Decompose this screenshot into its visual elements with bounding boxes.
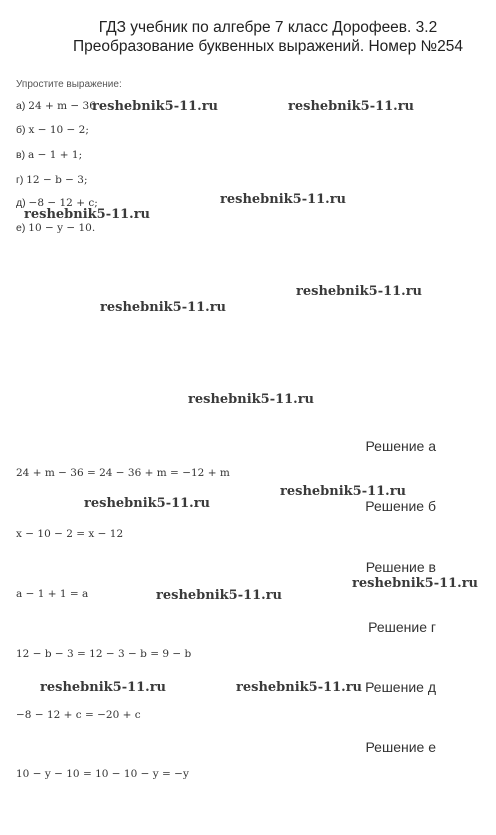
page-title: [40, 18, 496, 56]
solution-heading-f: Решение е: [365, 739, 436, 755]
watermark: reshebnik5-11.ru: [24, 207, 151, 222]
task-expression: 10 − y − 10.: [28, 222, 96, 234]
solution-expression-c: a − 1 + 1 = a: [16, 588, 89, 600]
solution-heading-c: Решение в: [365, 559, 436, 575]
task-label: е): [16, 222, 26, 234]
task-item-f: [16, 222, 95, 234]
solution-expression-b: x − 10 − 2 = x − 12: [16, 528, 124, 540]
task-expression: 12 − b − 3;: [26, 174, 88, 186]
watermark: reshebnik5-11.ru: [288, 99, 415, 114]
solution-expression-e: −8 − 12 + c = −20 + c: [16, 709, 141, 721]
task-label: д): [16, 197, 26, 209]
watermark: reshebnik5-11.ru: [352, 576, 479, 591]
task-expression: −8 − 12 + c;: [28, 197, 98, 209]
solution-heading-b: Решение б: [365, 498, 436, 514]
task-item-a: [16, 100, 96, 112]
watermark: reshebnik5-11.ru: [100, 300, 227, 315]
solution-expression-d: 12 − b − 3 = 12 − 3 − b = 9 − b: [16, 648, 192, 660]
solution-heading-a: Решение а: [365, 438, 436, 454]
watermark: reshebnik5-11.ru: [280, 484, 407, 499]
task-item-c: [16, 149, 82, 161]
title-line-2: Преобразование буквенных выражений. Номер №254: [73, 38, 463, 55]
watermark: reshebnik5-11.ru: [220, 192, 347, 207]
task-prompt: Упростите выражение:: [16, 79, 122, 90]
watermark: reshebnik5-11.ru: [92, 99, 219, 114]
solution-expression-a: 24 + m − 36 = 24 − 36 + m = −12 + m: [16, 467, 230, 479]
task-expression: x − 10 − 2;: [28, 124, 89, 136]
task-label: г): [16, 174, 24, 186]
watermark: reshebnik5-11.ru: [296, 284, 423, 299]
watermark: reshebnik5-11.ru: [236, 680, 363, 695]
task-label: а): [16, 100, 26, 112]
watermark: reshebnik5-11.ru: [40, 680, 167, 695]
title-line-1: ГДЗ учебник по алгебре 7 класс Дорофеев. 3.2: [98, 19, 438, 36]
task-label: б): [16, 124, 26, 136]
solution-expression-f: 10 − y − 10 = 10 − 10 − y = −y: [16, 768, 189, 780]
task-item-d: [16, 174, 88, 186]
task-label: в): [16, 149, 26, 161]
solution-heading-d: Решение г: [368, 619, 436, 635]
task-expression: a − 1 + 1;: [28, 149, 83, 161]
solution-heading-e: Решение д: [365, 679, 436, 695]
watermark: reshebnik5-11.ru: [156, 588, 283, 603]
watermark: reshebnik5-11.ru: [84, 496, 211, 511]
task-expression: 24 + m − 36: [28, 100, 96, 112]
watermark: reshebnik5-11.ru: [188, 392, 315, 407]
task-item-b: [16, 124, 89, 136]
